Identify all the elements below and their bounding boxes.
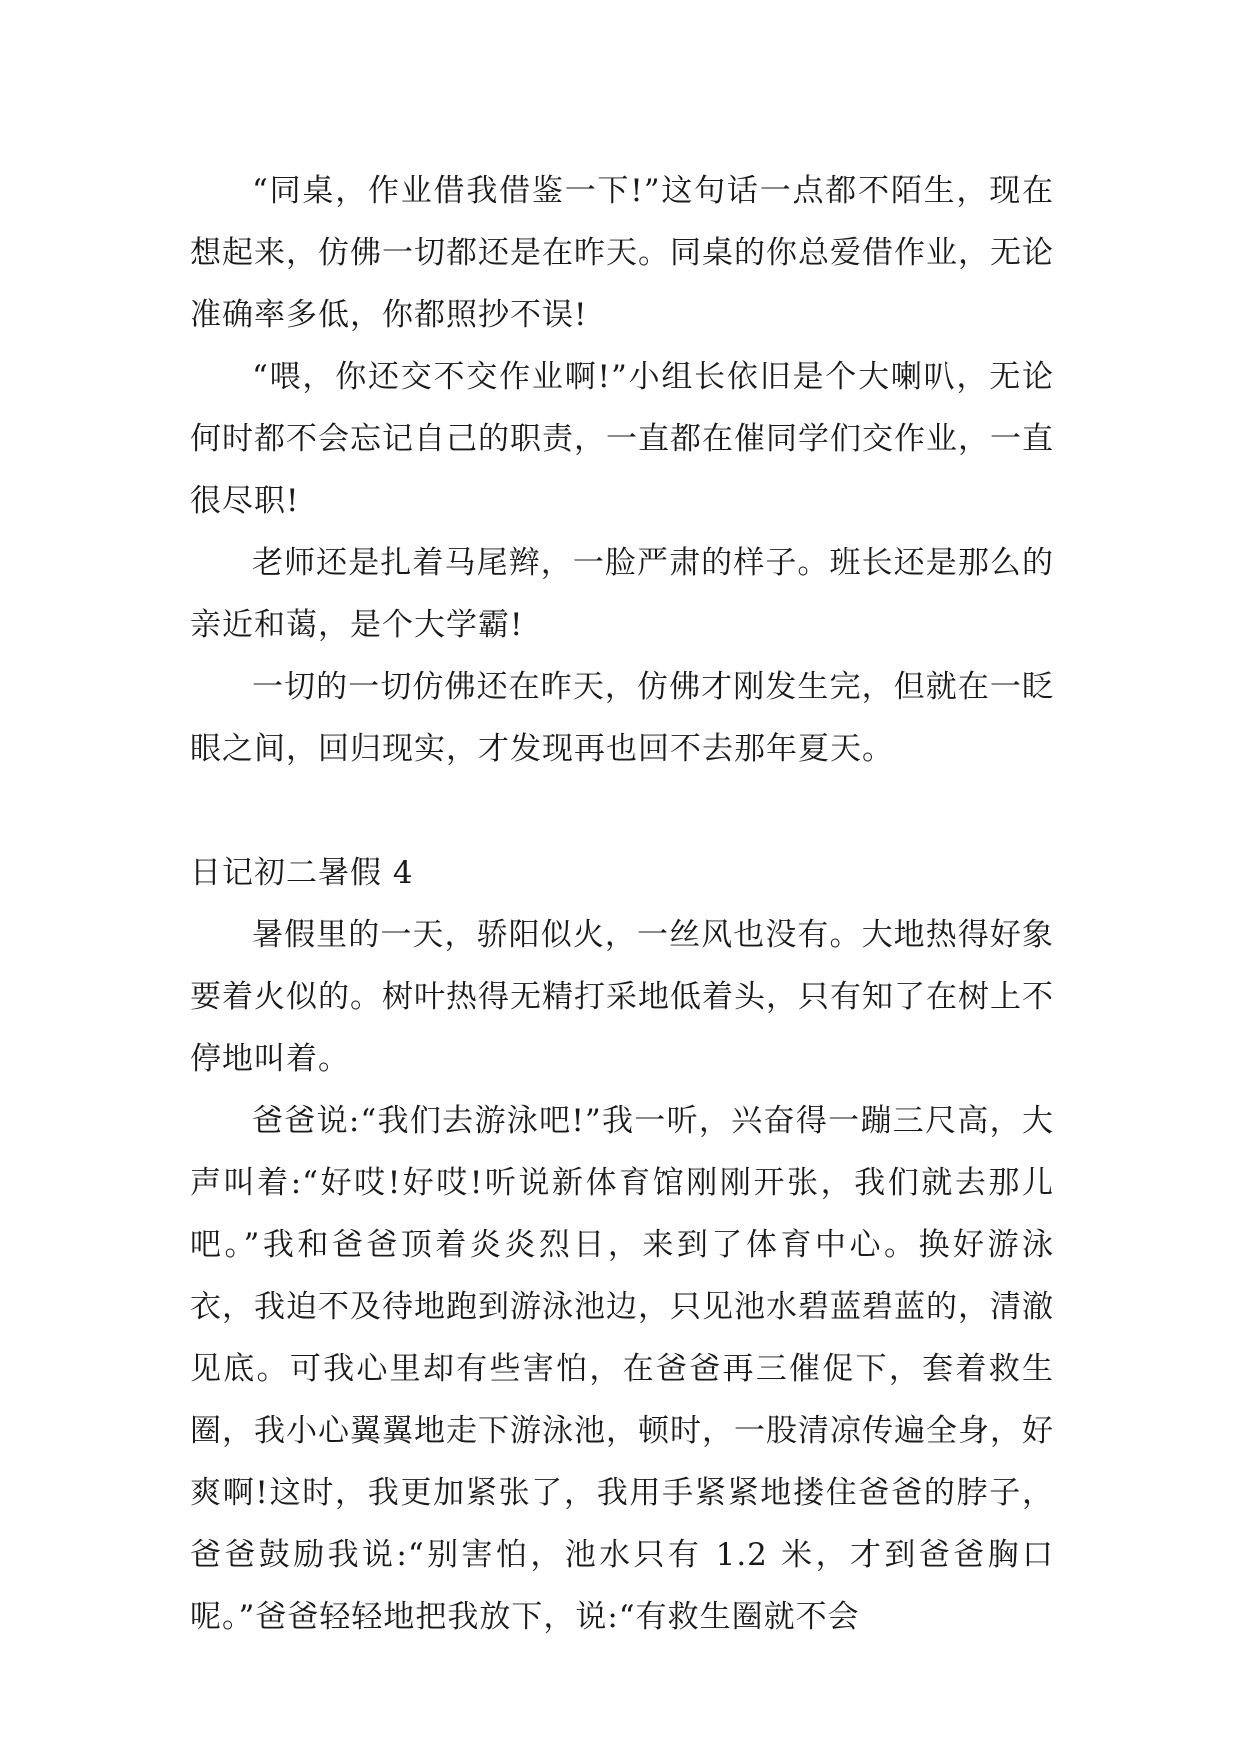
paragraph-1: “同桌，作业借我借鉴一下!”这句话一点都不陌生，现在想起来，仿佛一切都还是在昨天。同桌的你总爱借作业，无论准确率多低，你都照抄不误!: [190, 173, 1054, 333]
paragraph-6: 爸爸说:“我们去游泳吧!”我一听，兴奋得一蹦三尺高，大声叫着:“好哎!好哎!听说新体育馆刚刚开张，我们就去那儿吧。”我和爸爸顶着炎炎烈日，来到了体育中心。换好游泳衣，我迫不及待地跑到游泳池边，只见池水碧蓝碧蓝的，清澈见底。可我心里却有些害怕，在爸爸再三催促下，套着救生圈，我小心翼翼地走下游泳池，顿时，一股清凉传遍全身，好爽啊!这时，我更加紧张了，我用手紧紧地搂住爸爸的脖子，爸爸鼓励我说:“别害怕，池水只有 1.2 米，才到爸爸胸口呢。”爸爸轻轻地把我放下，说:“有救生圈就不会: [190, 1103, 1054, 1635]
section-heading: 日记初二暑假 4: [190, 855, 414, 891]
document-body: [190, 160, 1054, 1648]
paragraph-5: 暑假里的一天，骄阳似火，一丝风也没有。大地热得好象要着火似的。树叶热得无精打采地低着头，只有知了在树上不停地叫着。: [190, 917, 1054, 1077]
paragraph-3: 老师还是扎着马尾辫，一脸严肃的样子。班长还是那么的亲近和蔼，是个大学霸!: [190, 545, 1054, 643]
paragraph-2: “喂，你还交不交作业啊!”小组长依旧是个大喇叭，无论何时都不会忘记自己的职责，一直都在催同学们交作业，一直很尽职!: [190, 359, 1054, 519]
paragraph-4: 一切的一切仿佛还在昨天，仿佛才刚发生完，但就在一眨眼之间，回归现实，才发现再也回不去那年夏天。: [190, 669, 1054, 767]
